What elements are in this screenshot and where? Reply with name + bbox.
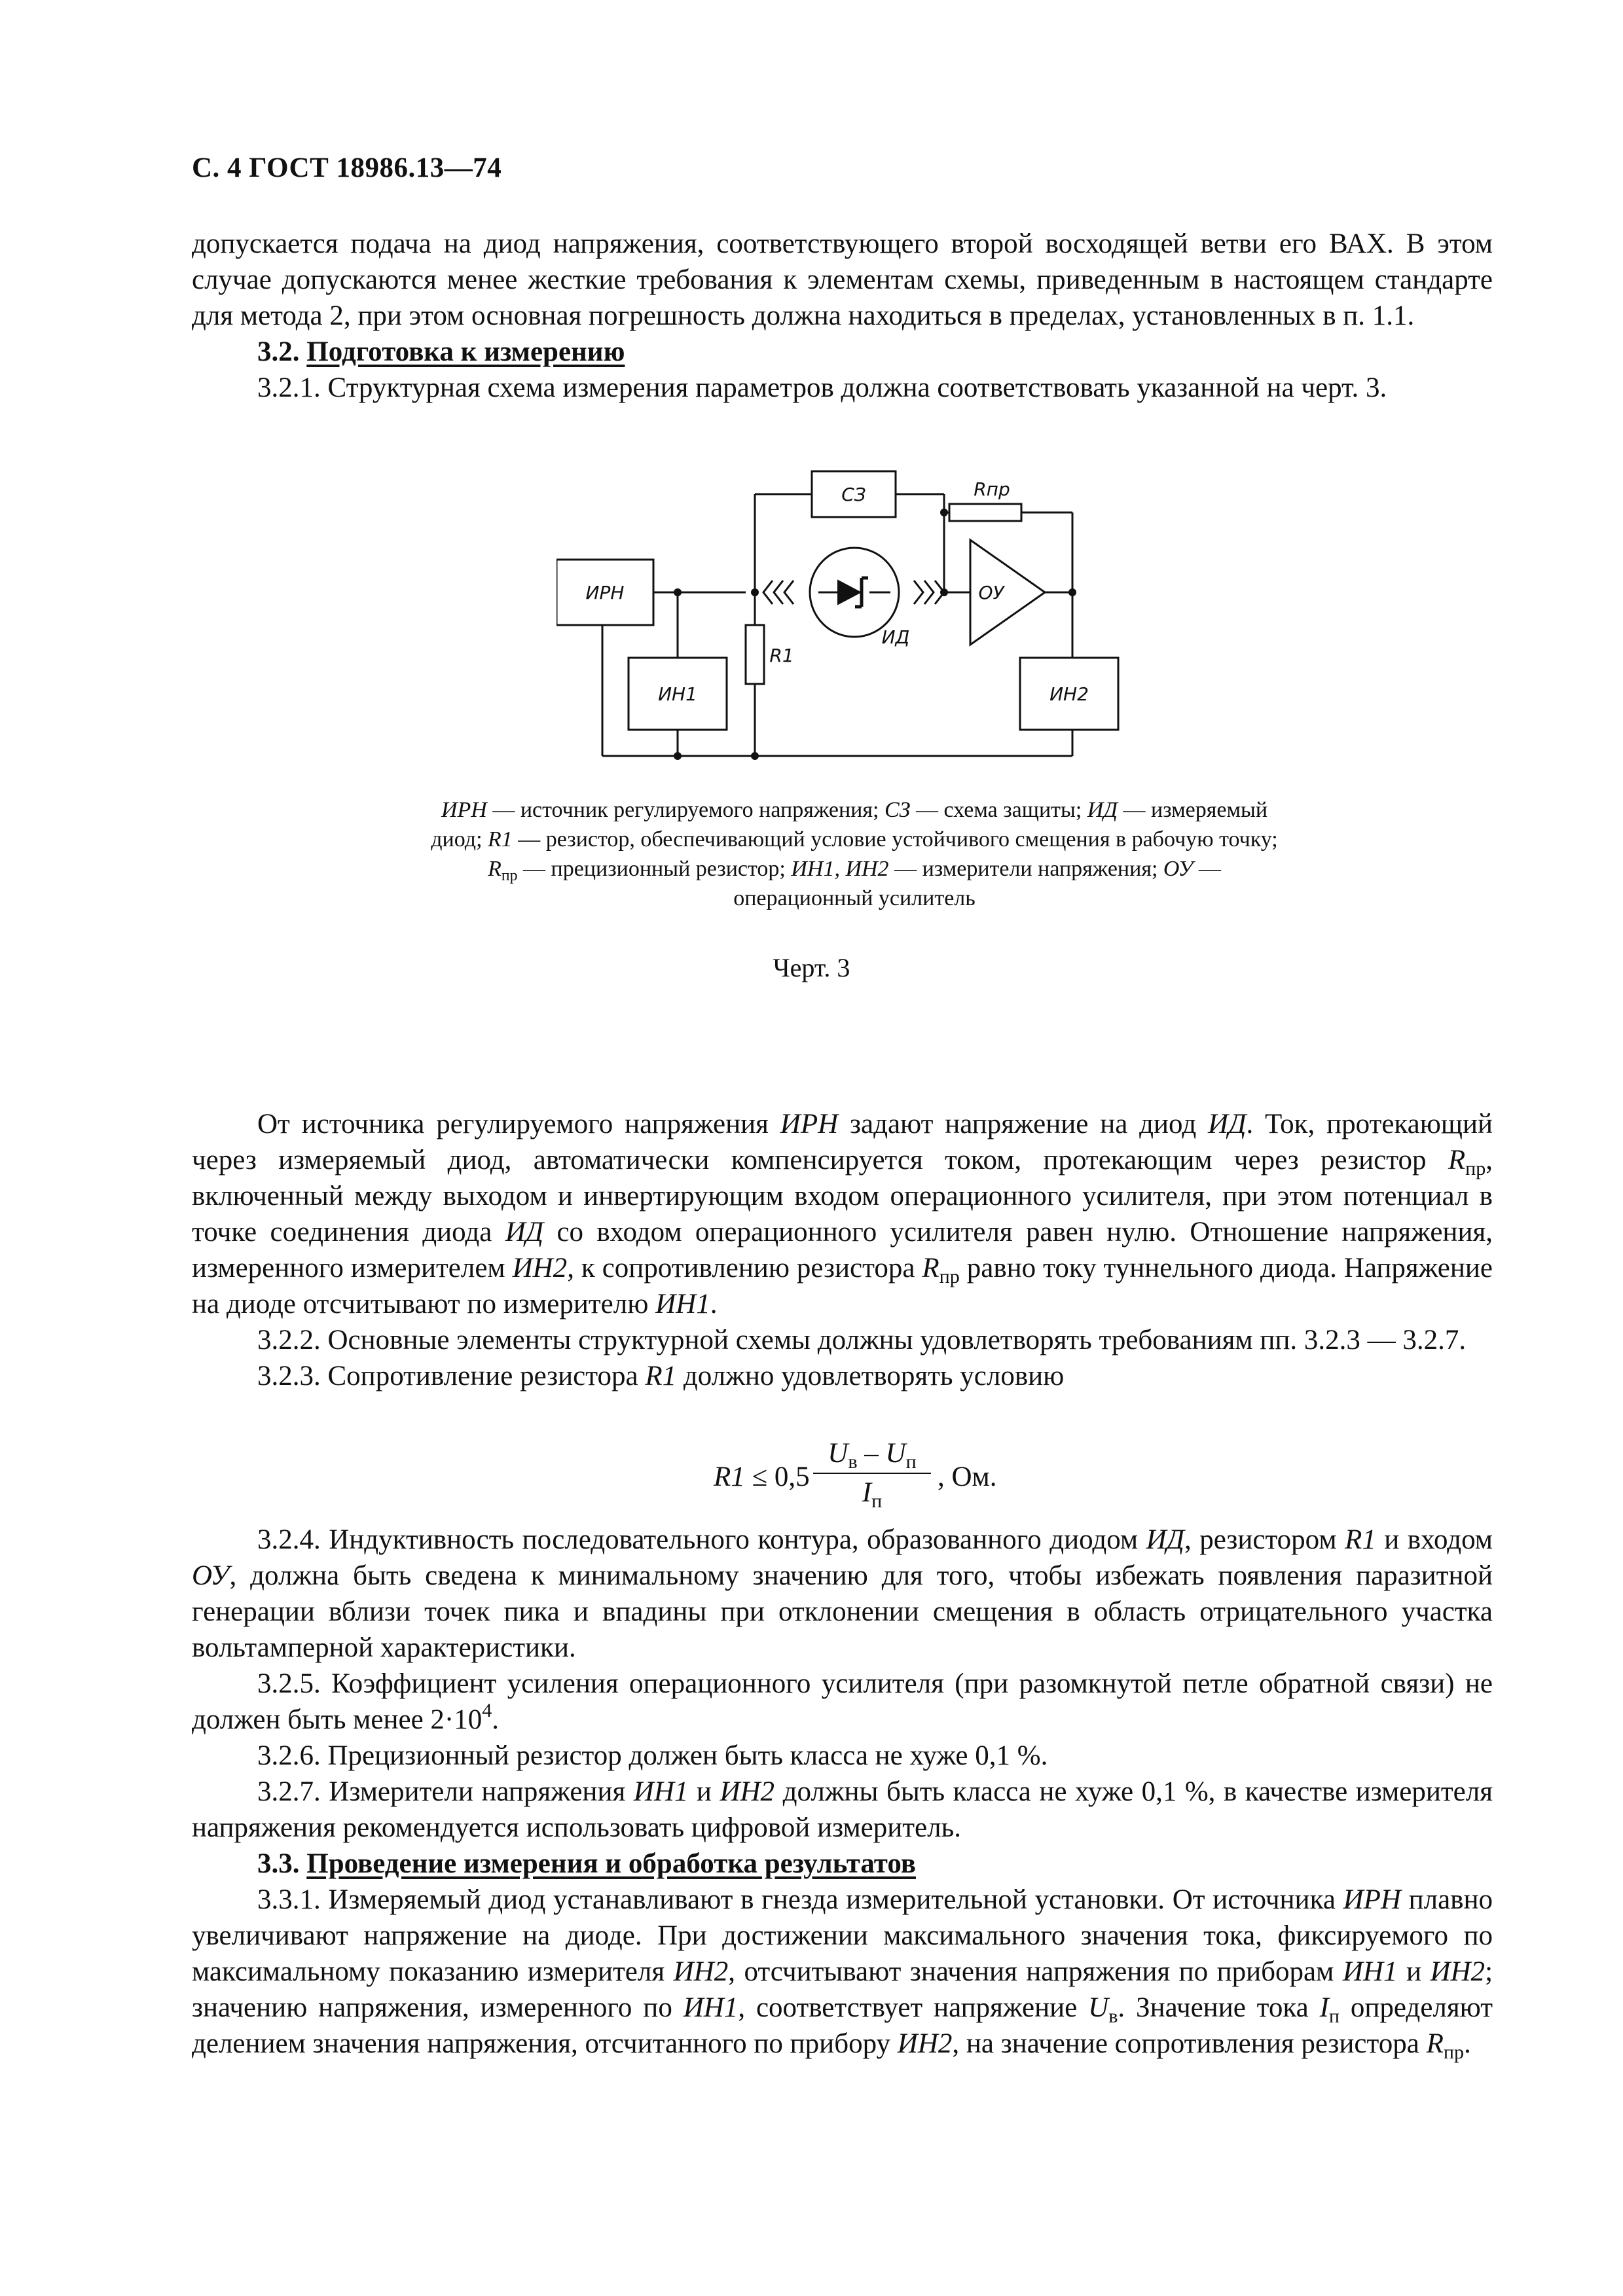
label-r1: R1	[769, 645, 794, 666]
diode-triangle	[838, 581, 860, 604]
formula-rhs: , Ом.	[938, 1462, 997, 1492]
label-sz: СЗ	[841, 484, 866, 505]
section-heading-3-3: 3.3. Проведение измерения и обработка результатов	[257, 1848, 916, 1879]
label-ou: ОУ	[978, 582, 1004, 603]
r1-resistor	[746, 625, 764, 684]
label-irn: ИРН	[585, 582, 625, 603]
formula-lhs: R1 ≤ 0,5	[714, 1462, 810, 1492]
circuit-svg	[556, 468, 1146, 776]
paragraph-3-2-4: 3.2.4. Индуктивность последовательного контура, образованного диодом ИД, резистором R1 и входом ОУ, должна быть сведена к минимальному значению для того, чтобы избежать появления паразитной генерации вблизи точек пика и впадины при отклонении смещения в область отрицательного участка вольтамперной характеристики.	[192, 1524, 1493, 1663]
formula-fraction	[813, 1435, 931, 1512]
label-id: ИД	[881, 626, 910, 648]
paragraph-3-2-6: 3.2.6. Прецизионный резистор должен быть класса не хуже 0,1 %.	[257, 1740, 1048, 1771]
paragraph-continuation: допускается подача на диод напряжения, соответствующего второй восходящей ветви его ВАХ. В этом случае допускаются менее жесткие требования к элементам схемы, приведенным в настоящем стандарте для метода 2, при этом основная погрешность должна находиться в пределах, установленных в п. 1.1.	[192, 228, 1493, 331]
block-diagram	[556, 468, 1146, 776]
section-number: 3.2.	[257, 336, 300, 367]
paragraph-3-2-2: 3.2.2. Основные элементы структурной схемы должны удовлетворять требованиям пп. 3.2.3 — 3.2.7.	[257, 1325, 1467, 1355]
label-in2: ИН2	[1049, 683, 1089, 705]
paragraph-3-2-5: 3.2.5. Коэффициент усиления операционного усилителя (при разомкнутой петле обратной связи) не должен быть менее $2\cdot 10^4$.	[192, 1668, 1493, 1735]
figure-legend: ИРН — источник регулируемого напряжения; СЗ — схема защиты; ИД — измеряемый диод; R1 — резистор, обеспечивающий условие устойчивого смещения в рабочую точку; $R_{пр}$ — прецизионный резистор; ИН1, ИН2 — измерители напряжения; ОУ — операционный усилитель	[431, 798, 1278, 910]
paragraph-3-2-3: 3.2.3. Сопротивление резистора R1 должно удовлетворять условию	[257, 1361, 1065, 1391]
running-header: С. 4 ГОСТ 18986.13—74	[192, 152, 502, 183]
paragraph-3-2-7: 3.2.7. Измерители напряжения ИН1 и ИН2 должны быть класса не хуже 0,1 %, в качестве измерителя напряжения рекомендуется использовать цифровой измеритель.	[192, 1776, 1493, 1843]
top-text-block	[192, 226, 1493, 406]
body-text-block-2	[192, 1522, 1493, 2062]
formula-denominator: $I_п$	[862, 1477, 883, 1513]
label-rpr: Rпр	[974, 478, 1010, 500]
figure-label: Черт. 3	[773, 953, 850, 982]
rpr-resistor	[949, 504, 1021, 521]
paragraph-3-3-1: 3.3.1. Измеряемый диод устанавливают в гнезда измерительной установки. От источника ИРН плавно увеличивают напряжение на диоде. При достижении максимального значения тока, фиксируемого по максимальному показанию измерителя ИН2, отсчитывают значения напряжения по приборам ИН1 и ИН2; значению напряжения, измеренного по ИН1, соответствует напряжение $U_в$. Значение тока $I_п$ определяют делением значения напряжения, отсчитанного по прибору ИН2, на значение сопротивления резистора $R_{пр}$.	[192, 1884, 1493, 2064]
section-heading-3-2	[192, 334, 1493, 370]
section-title: Подготовка к измерению	[306, 336, 625, 367]
paragraph-3-2-1: 3.2.1. Структурная схема измерения параметров должна соответствовать указанной на черт. 3.	[257, 372, 1387, 403]
body-text-block-1	[192, 1106, 1493, 1394]
paragraph-operation: От источника регулируемого напряжения ИРН задают напряжение на диод ИД. Ток, протекающий через измеряемый диод, автоматически компенсируется током, протекающим через резистор $R_{пр}$, включенный между выходом и инвертирующим входом операционного усилителя, при этом потенциал в точке соединения диода ИД со входом операционного усилителя равен нулю. Отношение напряжения, измеренного измерителем ИН2, к сопротивлению резистора $R_{пр}$ равно току туннельного диода. Напряжение на диоде отсчитывают по измерителю ИН1.	[192, 1109, 1493, 1319]
formula-numerator: $U_в - U_п$	[828, 1438, 917, 1473]
label-in1: ИН1	[658, 683, 697, 705]
